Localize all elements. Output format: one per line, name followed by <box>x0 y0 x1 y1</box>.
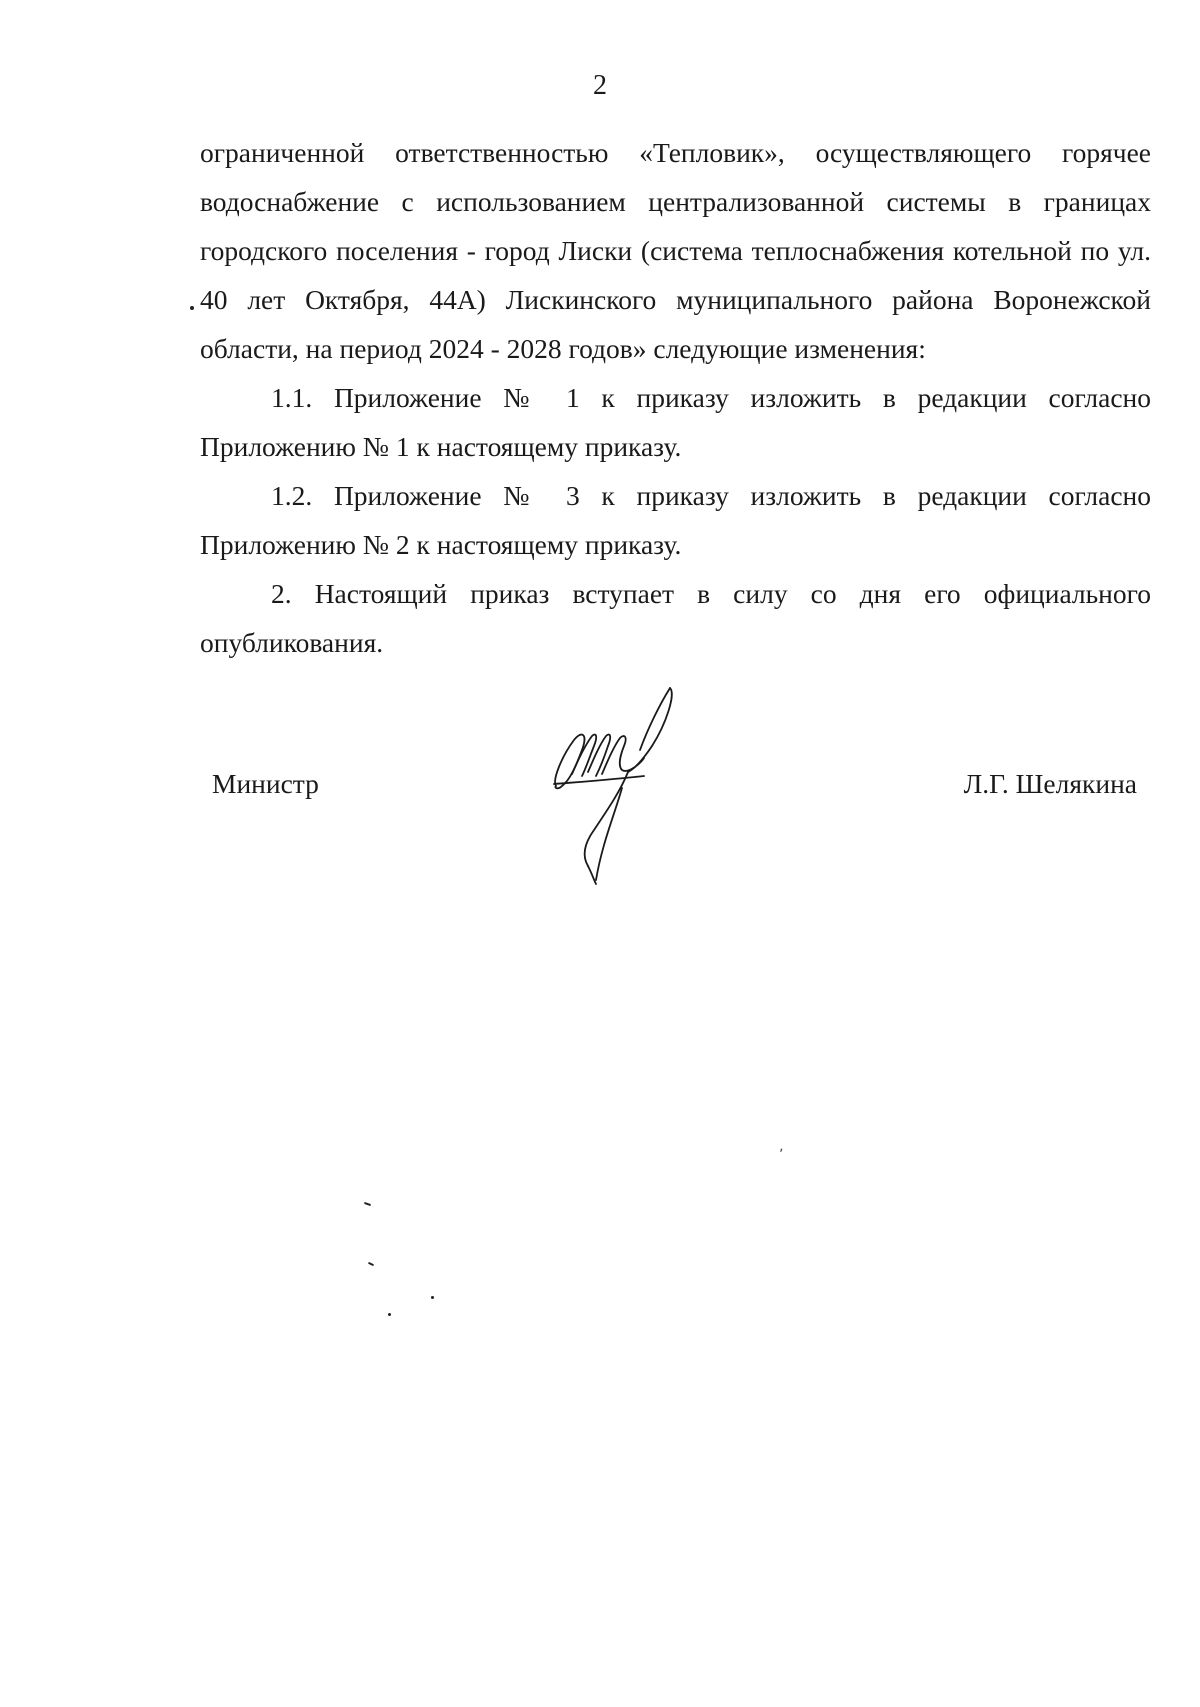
position-title: Министр <box>212 768 319 799</box>
margin-speck <box>431 1296 434 1299</box>
paragraph-continuation: ограниченной ответственностью «Тепловик», осуществляющего горячее водоснабжение с использованием централизованной системы в границах городского поселения - город Лиски (система теплоснабжения котельной по ул. 40 лет Октября, 44А) Лискинского муниципального района Воронежской области, на период 2024 - 2028 годов» следующие изменения: <box>200 137 1151 364</box>
margin-speck <box>388 1313 391 1316</box>
margin-speck: ʼ <box>779 1147 784 1163</box>
paragraph-item-1-1: 1.1. Приложение № 1 к приказу изложить в редакции согласно Приложению № 1 к настоящему приказу. <box>200 382 1151 462</box>
paragraph-item-2: 2. Настоящий приказ вступает в силу со дня его официального опубликования. <box>200 578 1151 658</box>
page-number: 2 <box>593 70 607 101</box>
margin-speck <box>190 306 194 310</box>
paragraph-item-1-2: 1.2. Приложение № 3 к приказу изложить в редакции согласно Приложению № 2 к настоящему приказу. <box>200 480 1151 560</box>
signer-name: Л.Г. Шелякина <box>963 768 1137 799</box>
margin-speck <box>364 1202 371 1206</box>
document-body <box>200 128 1151 667</box>
margin-speck <box>368 1262 374 1266</box>
signature-icon <box>548 684 688 894</box>
